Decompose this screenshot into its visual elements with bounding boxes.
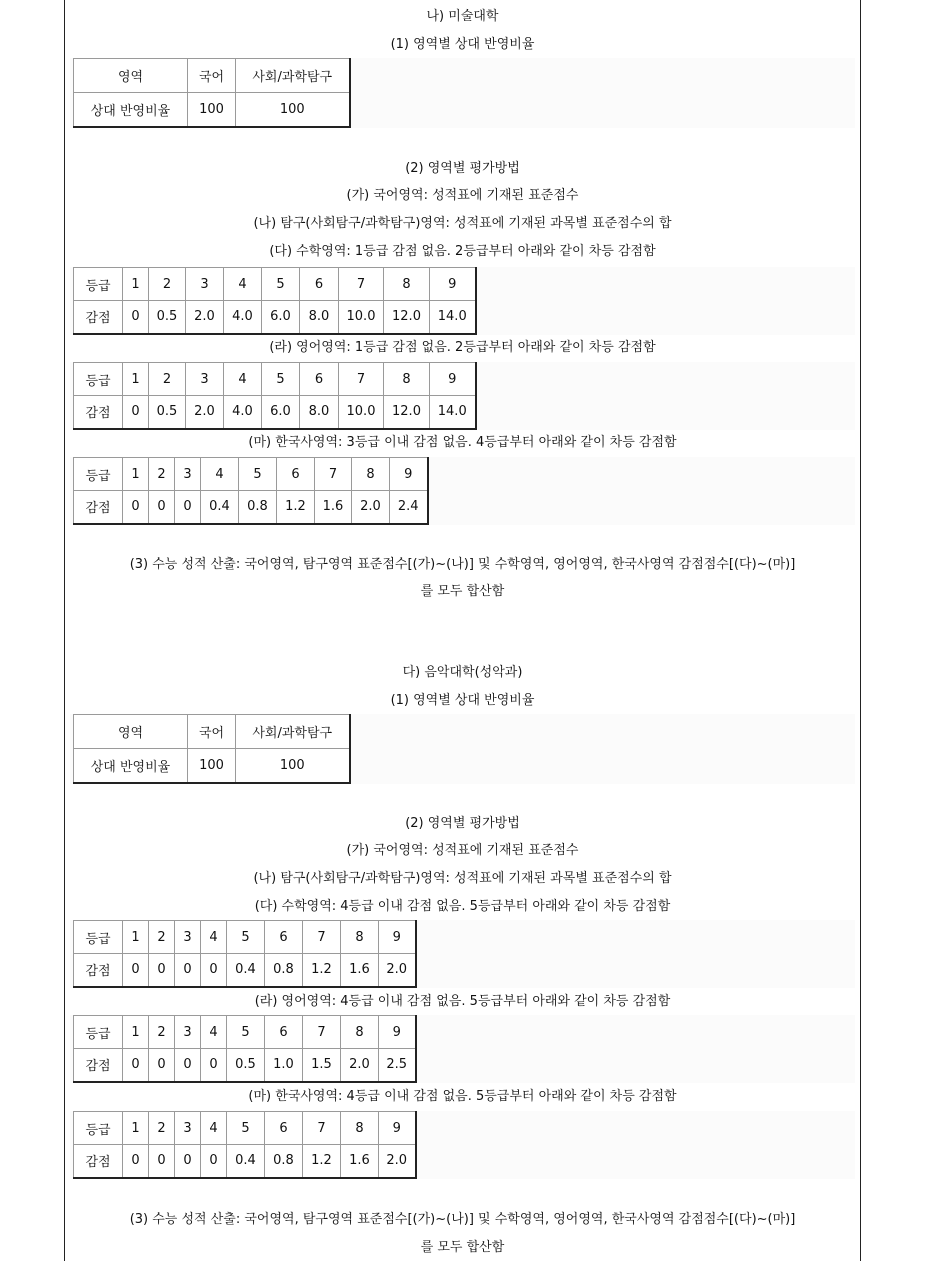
table-row: [74, 954, 416, 987]
table-cell: 감점: [74, 1049, 123, 1082]
table-cell: 2: [149, 268, 186, 301]
table-row: [74, 1049, 416, 1082]
table-cell: 0: [175, 1049, 201, 1082]
table-header-row: [74, 363, 476, 396]
history-deduction-table: [73, 1111, 417, 1179]
table-row: [74, 749, 350, 783]
table-cell: 등급: [74, 1016, 123, 1049]
table-cell: 4: [224, 363, 262, 396]
table-cell: 등급: [74, 268, 123, 301]
table-row: [74, 1145, 416, 1178]
table-cell: 10.0: [339, 301, 384, 334]
english-deduction-table: [73, 362, 477, 430]
table-header-row: [74, 458, 428, 491]
table-cell: 7: [339, 268, 384, 301]
table-cell: 6: [265, 921, 303, 954]
calc-line2: 를 모두 합산함: [420, 1240, 505, 1255]
table-cell: 3: [175, 1016, 201, 1049]
inquiry: (나) 탐구(사회탐구/과학탐구)영역: 성적표에 기재된 과목별 표준점수의 합: [253, 216, 672, 231]
table-cell: 9: [379, 1112, 416, 1145]
table-cell: 0: [201, 1049, 227, 1082]
history-deduction-text: (마) 한국사영역: 4등급 이내 감점 없음. 5등급부터 아래와 같이 차등 감점함: [248, 1089, 677, 1104]
ratio-table: [73, 714, 351, 784]
table-header-row: [74, 59, 350, 93]
table-cell: 100: [188, 93, 236, 127]
table-cell: 7: [339, 363, 384, 396]
table-cell: 2.4: [390, 491, 428, 524]
table-cell: 1.0: [265, 1049, 303, 1082]
table-cell: 14.0: [430, 396, 476, 429]
table-cell: 감점: [74, 954, 123, 987]
table-cell: 0.4: [201, 491, 239, 524]
table-cell: 0: [149, 954, 175, 987]
table-cell: 0.8: [265, 954, 303, 987]
table-cell: 4: [201, 1016, 227, 1049]
table-cell: 0.8: [239, 491, 277, 524]
table-row: [74, 301, 476, 334]
table-cell: 8: [352, 458, 390, 491]
table-cell: 0: [123, 1049, 149, 1082]
table-cell: 사회/과학탐구: [236, 715, 350, 749]
table-cell: 2.0: [379, 1145, 416, 1178]
table-cell: 7: [303, 1112, 341, 1145]
history-deduction-text: (마) 한국사영역: 3등급 이내 감점 없음. 4등급부터 아래와 같이 차등 감점함: [248, 435, 677, 450]
table-header-row: [74, 1112, 416, 1145]
table-cell: 7: [315, 458, 352, 491]
table-cell: 감점: [74, 396, 123, 429]
table-cell: 2: [149, 363, 186, 396]
table-cell: 상대 반영비율: [74, 749, 188, 783]
calc-line2: 를 모두 합산함: [420, 584, 505, 599]
table-cell: 0: [123, 301, 149, 334]
table-cell: 9: [430, 268, 476, 301]
table-cell: 2.0: [186, 396, 224, 429]
table-cell: 1: [123, 458, 149, 491]
table-cell: 5: [227, 921, 265, 954]
table-cell: 2: [149, 921, 175, 954]
table-cell: 1: [123, 363, 149, 396]
table-cell: 0.5: [149, 396, 186, 429]
table-cell: 4.0: [224, 396, 262, 429]
table-cell: 0: [175, 954, 201, 987]
table-row: [74, 491, 428, 524]
table-cell: 4.0: [224, 301, 262, 334]
table-cell: 2.5: [379, 1049, 416, 1082]
table-cell: 6: [265, 1112, 303, 1145]
table-cell: 감점: [74, 1145, 123, 1178]
table-cell: 0: [149, 1145, 175, 1178]
table-cell: 3: [186, 363, 224, 396]
table-cell: 1.2: [303, 1145, 341, 1178]
table-cell: 등급: [74, 921, 123, 954]
table-cell: 3: [175, 458, 201, 491]
table-cell: 8: [341, 1112, 379, 1145]
table-cell: 14.0: [430, 301, 476, 334]
history-deduction-table: [73, 457, 429, 525]
table-cell: 1: [123, 1112, 149, 1145]
table-cell: 0: [123, 491, 149, 524]
ratio-heading: (1) 영역별 상대 반영비율: [390, 693, 535, 708]
table-cell: 등급: [74, 458, 123, 491]
table-cell: 5: [262, 363, 300, 396]
math-deduction-table: [73, 920, 417, 988]
math-deduction-table: [73, 267, 477, 335]
table-cell: 감점: [74, 301, 123, 334]
table-cell: 4: [201, 458, 239, 491]
table-cell: 1: [123, 921, 149, 954]
table-cell: 등급: [74, 1112, 123, 1145]
table-cell: 8: [384, 363, 430, 396]
english-deduction-text: (라) 영어영역: 1등급 감점 없음. 2등급부터 아래와 같이 차등 감점함: [269, 340, 656, 355]
table-cell: 3: [175, 921, 201, 954]
calc-line1: (3) 수능 성적 산출: 국어영역, 탐구영역 표준점수[(가)~(나)] 및 수학영역, 영어영역, 한국사영역 감점점수[(다)~(마)]: [129, 1212, 796, 1227]
table-cell: 6: [265, 1016, 303, 1049]
table-cell: 6: [277, 458, 315, 491]
table-cell: 6: [300, 363, 339, 396]
ratio-heading: (1) 영역별 상대 반영비율: [390, 37, 535, 52]
table-cell: 2: [149, 1016, 175, 1049]
table-cell: 10.0: [339, 396, 384, 429]
table-cell: 감점: [74, 491, 123, 524]
table-cell: 0: [123, 954, 149, 987]
table-cell: 8.0: [300, 301, 339, 334]
table-cell: 1: [123, 1016, 149, 1049]
table-cell: 0: [201, 1145, 227, 1178]
table-cell: 3: [175, 1112, 201, 1145]
table-row: [74, 396, 476, 429]
english-deduction-text: (라) 영어영역: 4등급 이내 감점 없음. 5등급부터 아래와 같이 차등 감점함: [254, 994, 671, 1009]
table-cell: 등급: [74, 363, 123, 396]
table-cell: 2.0: [341, 1049, 379, 1082]
calc-line1: (3) 수능 성적 산출: 국어영역, 탐구영역 표준점수[(가)~(나)] 및 수학영역, 영어영역, 한국사영역 감점점수[(다)~(마)]: [129, 557, 796, 572]
table-cell: 9: [390, 458, 428, 491]
table-cell: 8: [341, 921, 379, 954]
table-cell: 12.0: [384, 396, 430, 429]
table-cell: 0: [123, 396, 149, 429]
table-cell: 2: [149, 1112, 175, 1145]
table-cell: 2: [149, 458, 175, 491]
table-cell: 9: [430, 363, 476, 396]
table-cell: 8: [384, 268, 430, 301]
table-cell: 7: [303, 921, 341, 954]
table-cell: 0: [175, 1145, 201, 1178]
table-cell: 5: [239, 458, 277, 491]
table-cell: 6.0: [262, 301, 300, 334]
table-header-row: [74, 921, 416, 954]
table-cell: 영역: [74, 715, 188, 749]
ratio-table: [73, 58, 351, 128]
inquiry: (나) 탐구(사회탐구/과학탐구)영역: 성적표에 기재된 과목별 표준점수의 합: [253, 871, 672, 886]
table-cell: 100: [236, 749, 350, 783]
table-cell: 5: [262, 268, 300, 301]
table-header-row: [74, 268, 476, 301]
table-cell: 6: [300, 268, 339, 301]
table-cell: 1.5: [303, 1049, 341, 1082]
table-cell: 1.2: [303, 954, 341, 987]
korean: (가) 국어영역: 성적표에 기재된 표준점수: [346, 188, 579, 203]
table-cell: 3: [186, 268, 224, 301]
table-cell: 1: [123, 268, 149, 301]
table-cell: 0: [149, 491, 175, 524]
table-cell: 5: [227, 1112, 265, 1145]
table-cell: 5: [227, 1016, 265, 1049]
table-cell: 2.0: [379, 954, 416, 987]
table-cell: 0: [123, 1145, 149, 1178]
math-deduction-text: (다) 수학영역: 1등급 감점 없음. 2등급부터 아래와 같이 차등 감점함: [269, 244, 656, 259]
title: 나) 미술대학: [426, 9, 499, 24]
table-cell: 8: [341, 1016, 379, 1049]
english-deduction-table: [73, 1015, 417, 1083]
table-cell: 0.5: [149, 301, 186, 334]
method-heading: (2) 영역별 평가방법: [405, 161, 520, 176]
table-cell: 2.0: [352, 491, 390, 524]
table-cell: 0.4: [227, 954, 265, 987]
title: 다) 음악대학(성악과): [402, 665, 523, 680]
table-cell: 100: [188, 749, 236, 783]
table-cell: 4: [224, 268, 262, 301]
method-heading: (2) 영역별 평가방법: [405, 816, 520, 831]
table-cell: 100: [236, 93, 350, 127]
table-cell: 0: [149, 1049, 175, 1082]
table-cell: 상대 반영비율: [74, 93, 188, 127]
table-cell: 사회/과학탐구: [236, 59, 350, 93]
table-cell: 0: [201, 954, 227, 987]
table-cell: 7: [303, 1016, 341, 1049]
table-cell: 1.6: [341, 1145, 379, 1178]
table-cell: 9: [379, 921, 416, 954]
table-cell: 4: [201, 921, 227, 954]
korean: (가) 국어영역: 성적표에 기재된 표준점수: [346, 843, 579, 858]
math-deduction-text: (다) 수학영역: 4등급 이내 감점 없음. 5등급부터 아래와 같이 차등 감점함: [254, 899, 671, 914]
table-row: [74, 93, 350, 127]
table-cell: 4: [201, 1112, 227, 1145]
table-cell: 0: [175, 491, 201, 524]
table-cell: 국어: [188, 715, 236, 749]
table-cell: 6.0: [262, 396, 300, 429]
table-header-row: [74, 715, 350, 749]
table-cell: 0.8: [265, 1145, 303, 1178]
table-cell: 0.5: [227, 1049, 265, 1082]
table-cell: 0.4: [227, 1145, 265, 1178]
table-cell: 2.0: [186, 301, 224, 334]
table-cell: 국어: [188, 59, 236, 93]
table-header-row: [74, 1016, 416, 1049]
table-cell: 1.2: [277, 491, 315, 524]
table-cell: 1.6: [315, 491, 352, 524]
table-cell: 8.0: [300, 396, 339, 429]
table-cell: 9: [379, 1016, 416, 1049]
table-cell: 12.0: [384, 301, 430, 334]
table-cell: 1.6: [341, 954, 379, 987]
table-cell: 영역: [74, 59, 188, 93]
